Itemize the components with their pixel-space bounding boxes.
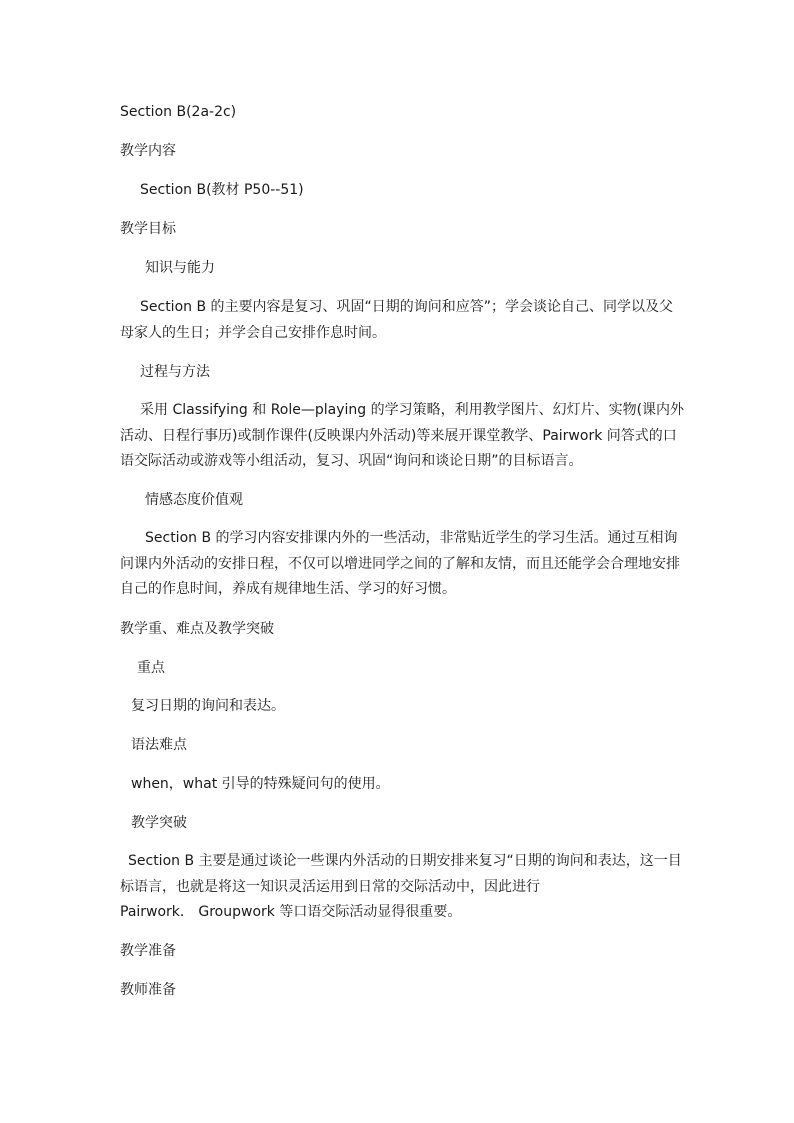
heading-teaching-content: 教学内容 (120, 143, 176, 159)
document-title: Section B(2a-2c) (120, 104, 237, 120)
paragraph-line: Pairwork． Groupwork 等口语交际活动显得很重要。 (120, 904, 462, 920)
focus-text: 复习日期的询问和表达。 (131, 698, 285, 714)
paragraph-line: Section B 的学习内容安排课内外的一些活动，非常贴近学生的学习生活。通过互相询 (145, 530, 678, 546)
paragraph-line: 采用 Classifying 和 Role—playing 的学习策略，利用教学图片、幻灯片、实物(课内外 (140, 402, 685, 418)
heading-teaching-prep: 教学准备 (120, 943, 176, 959)
subheading-knowledge-ability: 知识与能力 (145, 260, 215, 276)
heading-teaching-goals: 教学目标 (120, 221, 176, 237)
paragraph-line: 语交际活动或游戏等小组活动，复习、巩固“询问和谈论日期”的目标语言。 (120, 453, 583, 469)
paragraph-process (120, 398, 685, 475)
paragraph-line: 活动、日程行事历)或制作课件(反映课内外活动)等来展开课堂教学、Pairwork 问答式的口 (120, 427, 677, 444)
difficulty-text: when，what 引导的特殊疑问句的使用。 (131, 776, 390, 792)
heading-teacher-prep: 教师准备 (120, 982, 176, 998)
paragraph-breakthrough (120, 849, 682, 926)
subheading-grammar-difficulty: 语法难点 (131, 737, 187, 753)
paragraph-knowledge (120, 295, 676, 346)
paragraph-line: Section B 主要是通过谈论一些课内外活动的日期安排来复习“日期的询问和表达，这一目 (128, 853, 682, 869)
content-detail: Section B(教材 P50--51) (140, 182, 304, 198)
paragraph-line: 标语言，也就是将这一知识灵活运用到日常的交际活动中，因此进行 (120, 878, 540, 895)
paragraph-line: 母家人的生日；并学会自己安排作息时间。 (120, 324, 386, 341)
subheading-focus: 重点 (137, 660, 165, 676)
subheading-breakthrough: 教学突破 (131, 815, 187, 831)
paragraph-line: 问课内外活动的安排日程，不仅可以增进同学之间的了解和友情，而且还能学会合理地安排 (120, 555, 680, 572)
heading-key-points: 教学重、难点及教学突破 (120, 621, 274, 637)
paragraph-attitude (120, 526, 680, 603)
subheading-attitude-values: 情感态度价值观 (145, 492, 243, 508)
subheading-process-method: 过程与方法 (140, 364, 210, 380)
paragraph-line: Section B 的主要内容是复习、巩固“日期的询问和应答”；学会谈论自己、同学以及父 (140, 299, 674, 315)
paragraph-line: 自己的作息时间，养成有规律地生活、学习的好习惯。 (120, 581, 456, 597)
